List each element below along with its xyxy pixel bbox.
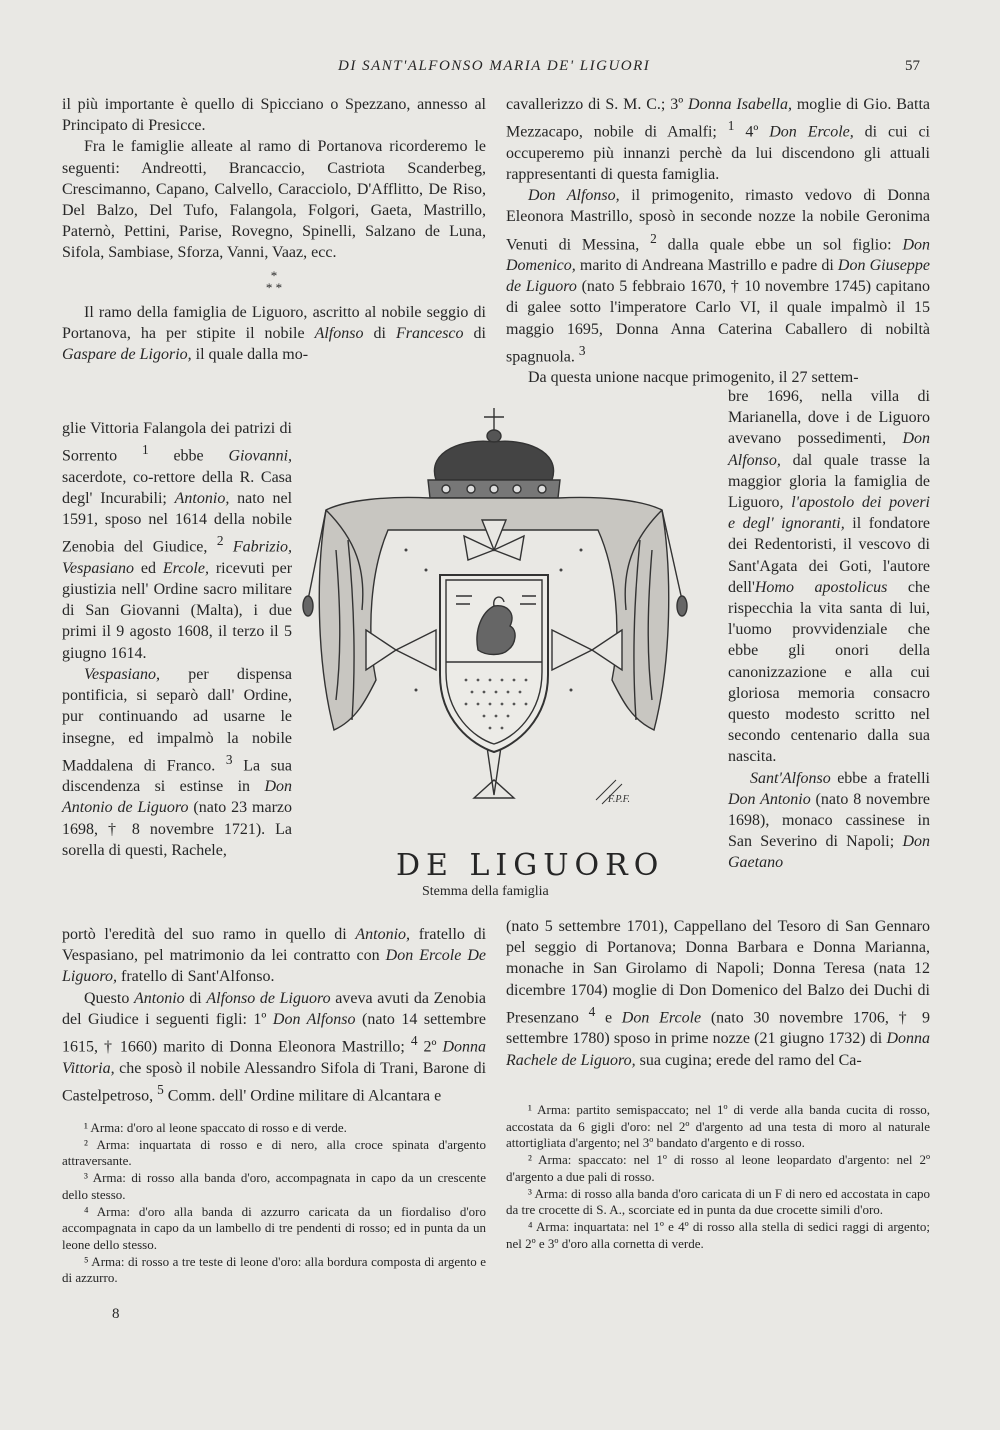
paragraph: (nato 5 settembre 1701), Cappellano del Tesoro di San Gennaro pel seggio di Portanova; Donna Barbara e Donna Marianna, monache in San Girolamo di Napoli; Donna Teresa (nata 12 dicembre 1704) moglie di Don Domenico del Balzo dei Duchi di Presenzano $^4$ e Don Ercole (nato 30 novembre 1706, † 9 settembre 1780) sposo in prime nozze (21 giugno 1732) di Donna Rachele de Liguoro, sua cugina; erede del ramo del Ca- xyxy=(506,918,931,1069)
footnote: ¹ Arma: d'oro al leone spaccato di rosso e di verde. xyxy=(84,1120,347,1135)
footnote: ⁴ Arma: d'oro alla banda di azzurro caricata da un fiordaliso d'oro accompagnata in capo da un lambello di tre pendenti di rosso; ed in punta da un leone dello stesso. xyxy=(62,1203,486,1252)
paragraph: glie Vittoria Falangola dei patrizi di Sorrento $^1$ ebbe Giovanni, sacerdote, co-rettore della R. Casa degl' Incurabili; Antonio, nato nel 1591, sposo nel 1614 della nobile Zenobia del Giudice, $^2$ Fabrizio, Vespasiano ed Ercole, ricevuti per giustizia nell' Ordine sacro militare di San Giovanni (Malta), i due primi il 9 agosto 1608, il terzo il 5 giugno 1614. xyxy=(62,420,293,662)
running-head: DI SANT'ALFONSO MARIA DE' LIGUORI xyxy=(338,58,651,74)
paragraph: il più importante è quello di Spicciano o Spezzano, annesso al Principato di Presicce. xyxy=(62,96,486,135)
asterism: * * * xyxy=(265,267,283,295)
left-footnotes xyxy=(62,1120,486,1287)
paragraph: Vespasiano, per dispensa pontificia, si separò dall' Ordine, pur continuando ad usarne le insegne, ed impalmò la nobile Maddalena di Franco. $^3$ La sua discendenza si estinse in Don Antonio de Liguoro (nato 23 marzo 1698, † 8 novembre 1721). La sorella di questi, Rachele, xyxy=(62,665,293,859)
paragraph: Fra le famiglie alleate al ramo di Portanova ricorderemo le seguenti: Andreotti, Brancaccio, Castriota Scanderbeg, Crescimanno, Capano, Calvello, Caracciolo, D'Afflitto, De Riso, Del Balzo, Del Tufo, Falangola, Folgori, Gaeta, Mastrillo, Paternò, Pettini, Parise, Rovegno, Spinelli, Salzano de Luna, Sifola, Sambiase, Sforza, Vanni, Vaaz, ecc. xyxy=(62,138,486,262)
left-column-bottom xyxy=(62,924,486,1106)
footnote: ³ Arma: di rosso alla banda d'oro, accompagnata in capo da un crescente dello stesso. xyxy=(62,1170,486,1202)
crest-caption: Stemma della famiglia xyxy=(422,884,549,899)
paragraph: Sant'Alfonso ebbe a fratelli Don Antonio (nato 8 novembre 1698), monaco cassinese in San Severino di Napoli; Don Gaetano xyxy=(728,769,931,872)
left-column-narrow xyxy=(62,418,292,861)
right-column-narrow xyxy=(728,386,930,874)
paragraph: bre 1696, nella villa di Marianella, dove i de Liguoro avevano possedimenti, Don Alfonso, dal quale trasse la maggior gloria la famiglia de Liguoro, l'apostolo dei poveri e degl' ignoranti, il fondatore dei Redentoristi, il vescovo di Sant'Agata dei Goti, l'autore dell'Homo apostolicus che rispecchia la vita santa di lui, l'uomo provvidenziale che ebbe gli onori della canonizzazione e alla cui gloriosa memoria consacro questo modesto scritto nel secondo centenario dalla sua nascita. xyxy=(728,388,931,766)
paragraph: portò l'eredità del suo ramo in quello di Antonio, fratello di Vespasiano, pel matrimonio da lei contratto con Don Ercole De Liguoro, fratello di Sant'Alfonso. xyxy=(62,926,487,986)
right-column-bottom xyxy=(506,916,930,1071)
engraver-mark: F.P.F. xyxy=(608,794,630,805)
paragraph: Questo Antonio di Alfonso de Liguoro aveva avuti da Zenobia del Giudice i seguenti figli: 1º Don Alfonso (nato 14 settembre 1615, † 1660) marito di Donna Eleonora Mastrillo; $^4$ 2º Donna Vittoria, che sposò il nobile Alessandro Sifola di Trani, Barone di Castelpetroso, $^5$ Comm. dell' Ordine militare di Alcantara e xyxy=(62,989,487,1105)
coat-of-arms-icon xyxy=(296,400,720,830)
paragraph: Da questa unione nacque primogenito, il 27 settem- xyxy=(528,369,859,387)
paragraph: Don Alfonso, il primogenito, rimasto vedovo di Donna Eleonora Mastrillo, sposò in seconde nozze la nobile Geronima Venuti di Messina, $^2$ dalla quale ebbe un sol figlio: Don Domenico, marito di Andreana Mastrillo e padre di Don Giuseppe de Liguoro (nato 5 febbraio 1670, † 10 novembre 1745) capitano di galee sotto l'imperatore Carlo VI, il quale impalmò il 15 maggio 1695, Donna Anna Caterina Caballero di nobiltà spagnuola. $^3$ xyxy=(506,187,931,366)
footnote: ⁴ Arma: inquartata: nel 1º e 4º di rosso alla stella di sedici raggi di argento; nel 2º e 3º d'oro alla cornetta di verde. xyxy=(506,1218,930,1251)
coat-of-arms-illustration xyxy=(296,400,720,830)
footnote: ³ Arma: di rosso alla banda d'oro caricata di un F di nero ed accostata in capo da tre crocette di S. A., scorciate ed in punta da due crocette simili d'oro. xyxy=(506,1185,930,1218)
left-column-top xyxy=(62,94,486,365)
footnote: ² Arma: inquartata di rosso e di nero, alla croce spinata d'argento attraversante. xyxy=(62,1136,486,1169)
right-footnotes xyxy=(506,1102,930,1252)
page-number: 57 xyxy=(905,58,920,74)
signature-mark: 8 xyxy=(112,1306,120,1322)
crest-family-name: DE LIGUORO xyxy=(396,848,665,883)
footnote: ⁵ Arma: di rosso a tre teste di leone d'oro: alla bordura composta di argento e di azzurro. xyxy=(62,1253,486,1286)
paragraph: cavallerizzo di S. M. C.; 3º Donna Isabella, moglie di Gio. Batta Mezzacapo, nobile di Amalfi; $^1$ 4º Don Ercole, di cui ci occuperemo più innanzi perchè da lui discendono gli attuali rappresentanti di questa famiglia. xyxy=(506,96,931,183)
paragraph: Il ramo della famiglia de Liguoro, ascritto al nobile seggio di Portanova, ha per stipite il nobile Alfonso di Francesco di Gaspare de Ligorio, il quale dalla mo- xyxy=(62,303,486,364)
footnote: ² Arma: spaccato: nel 1º di rosso al leone leopardato d'argento: nel 2º d'argento a due pali di rosso. xyxy=(506,1152,930,1184)
footnote: ¹ Arma: partito semispaccato; nel 1º di verde alla banda cucita di rosso, accostata da 6 gigli d'oro: nel 2º d'argento ad una testa di moro al naturale attortigliata d'argento; nel 3º bandato d'argento e di rosso. xyxy=(506,1102,930,1151)
right-column-top xyxy=(506,94,930,389)
